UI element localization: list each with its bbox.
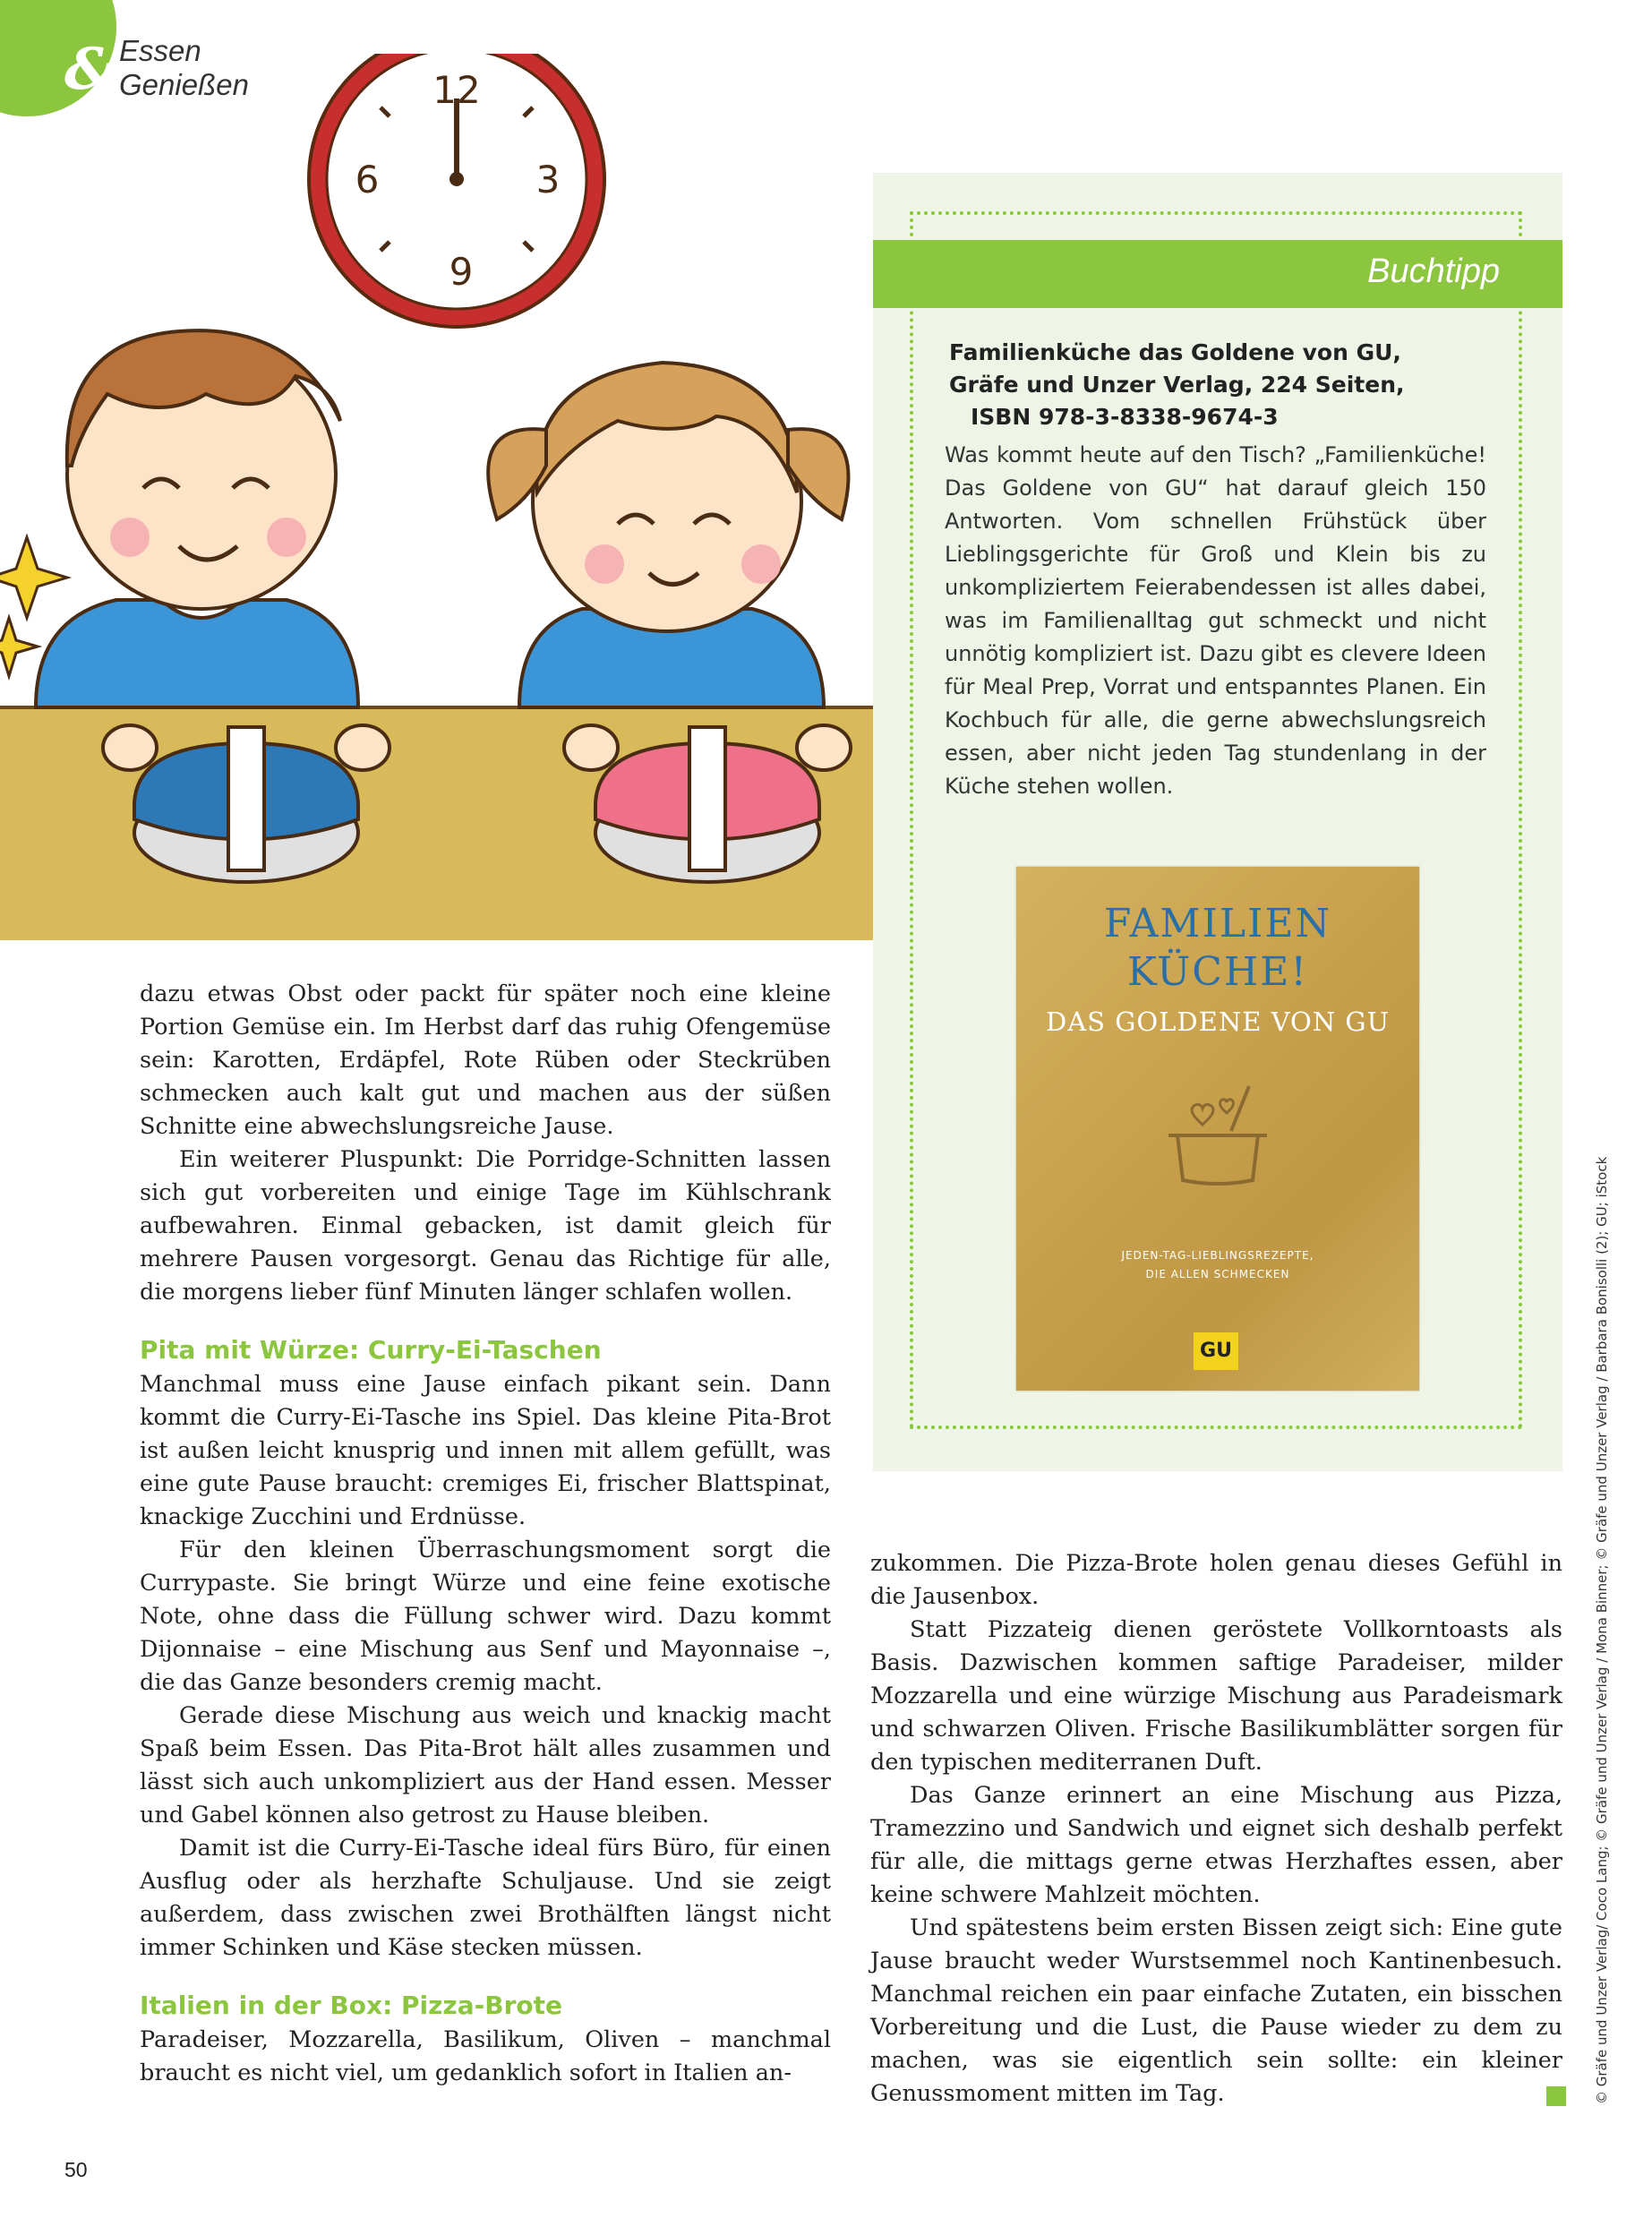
book-cover-image: [1016, 867, 1419, 1391]
publisher-logo: GU: [1194, 1332, 1238, 1370]
article-end-mark: [1546, 2086, 1566, 2106]
book-tip-title-line: Familienküche das Goldene von GU,: [949, 339, 1401, 365]
clock-number-3: 3: [535, 158, 561, 201]
cover-title-line-3: DAS GOLDENE VON GU: [1045, 1006, 1391, 1037]
cover-subtitle-line-1: JEDEN-TAG-LIEBLINGSREZEPTE,: [1121, 1249, 1314, 1262]
cover-subtitle-line-2: DIE ALLEN SCHMECKEN: [1145, 1268, 1290, 1280]
article-paragraph: Das Ganze erinnert an eine Mischung aus Pizza, Tramezzino und Sandwich und eignet sich deshalb perfekt für alle, die mittags gerne etwas Herzhaftes essen, aber keine schwere Mahlzeit möchten.: [870, 1782, 1562, 1908]
page-number: 50: [64, 2158, 88, 2181]
subheading-pizza-brote: Italien in der Box: Pizza-Brote: [140, 1991, 563, 2020]
wall-clock-icon: [309, 54, 604, 327]
article-paragraph: zukommen. Die Pizza-Brote holen genau dieses Gefühl in die Jausenbox.: [870, 1550, 1562, 1610]
cover-title-line-2: KÜCHE!: [1126, 949, 1309, 995]
article-paragraph: Und spätestens beim ersten Bissen zeigt sich: Eine gute Jause braucht weder Wurstsemmel noch Kantinenbesuch. Manchmal reichen ein paar einfache Zutaten, ein bisschen Vorbereitung und die Lust, die Pause wieder zu dem zu machen, was sie eigentlich sein sollte: ein kleiner Genussmoment mitten im Tag.: [870, 1914, 1562, 2107]
article-paragraph: Manchmal muss eine Jause einfach pikant sein. Dann kommt die Curry-Ei-Tasche ins Spiel. Das kleine Pita-Brot ist außen leicht knusprig und innen mit allem gefüllt, was eine gute Pause braucht: cremiges Ei, frischer Blattspinat, knackige Zucchini und Erdnüsse.: [140, 1371, 831, 1530]
book-tip-title: [949, 337, 1405, 433]
book-tip-heading: Buchtipp: [1367, 253, 1500, 290]
subheading-curry-ei-taschen: Pita mit Würze: Curry-Ei-Taschen: [140, 1335, 602, 1365]
children-lunch-illustration: [0, 54, 877, 940]
book-tip-title-line: Gräfe und Unzer Verlag, 224 Seiten,: [949, 372, 1405, 398]
article-column-right: [870, 1547, 1562, 2111]
article-paragraph: dazu etwas Obst oder packt für später noch eine kleine Portion Gemüse ein. Im Herbst darf das ruhig Ofengemüse sein: Karotten, Erdäpfel, Rote Rüben oder Steckrüben schmecken auch kalt gut und machen aus der süßen Schnitte eine abwechslungsreiche Jause.: [140, 981, 831, 1140]
book-tip-header: [873, 240, 1562, 308]
cooking-pot-icon: [1160, 1082, 1276, 1189]
article-column-left: [140, 978, 831, 2090]
clock-number-9: 9: [449, 250, 474, 294]
article-paragraph: Ein weiterer Pluspunkt: Die Porridge-Schnitten lassen sich gut vorbereiten und einige Tage im Kühlschrank aufbewahren. Einmal gebacken, ist damit gleich für mehrere Pausen vorgesorgt. Genau das Richtige für alle, die morgens lieber fünf Minuten länger schlafen wollen.: [140, 1146, 831, 1306]
article-paragraph: Für den kleinen Überraschungsmoment sorgt die Currypaste. Sie bringt Würze und eine feine exotische Note, ohne dass die Füllung schwer wird. Dazu kommt Dijonnaise – eine Mischung aus Senf und Mayonnaise –, die das Ganze besonders cremig macht.: [140, 1537, 831, 1696]
article-paragraph: Paradeiser, Mozzarella, Basilikum, Oliven – manchmal braucht es nicht viel, um gedanklich sofort in Italien an-: [140, 2026, 831, 2086]
book-tip-isbn: ISBN 978-3-8338-9674-3: [971, 404, 1279, 430]
section-label-geniessen: Genießen: [119, 68, 249, 101]
clock-number-6: 6: [355, 158, 380, 201]
brand-ampersand: &: [64, 36, 116, 103]
article-paragraph: Gerade diese Mischung aus weich und knackig macht Spaß beim Essen. Das Pita-Brot hält alles zusammen und lässt sich auch unkompliziert aus der Hand essen. Messer und Gabel können also getrost zu Hause bleiben.: [140, 1702, 831, 1828]
clock-number-12: 12: [432, 68, 481, 112]
section-label-essen: Essen: [119, 34, 201, 67]
cover-title-line-1: FAMILIEN: [1103, 901, 1332, 946]
photo-credit: © Gräfe und Unzer Verlag/ Coco Lang; © Gräfe und Unzer Verlag / Mona Binner; © Gräfe und Unzer Verlag / Barbara Bonisolli (2); GU; iStock: [1594, 1156, 1610, 2104]
book-tip-description: Was kommt heute auf den Tisch? „Familienküche! Das Goldene von GU“ hat darauf gleich 150 Antworten. Vom schnellen Frühstück über Lieblingsgerichte für Groß und Klein bis zu unkompliziertem Feierabendessen ist alles dabei, was im Familienalltag gut schmeckt und nicht unnötig kompliziert ist. Dazu gibt es clevere Ideen für Meal Prep, Vorrat und entspanntes Planen. Ein Kochbuch für alle, die gerne abwechslungsreich essen, aber nicht jeden Tag stundenlang in der Küche stehen wollen.: [945, 442, 1486, 799]
article-paragraph: Damit ist die Curry-Ei-Tasche ideal fürs Büro, für einen Ausflug oder als herzhafte Schuljause. Und sie zeigt außerdem, dass zwischen zwei Brothälften längst nicht immer Schinken und Käse stecken müssen.: [140, 1835, 831, 1961]
article-paragraph: Statt Pizzateig dienen geröstete Vollkorntoasts als Basis. Dazwischen kommen saftige Paradeiser, milder Mozzarella und eine würzige Mischung aus Paradeismark und schwarzen Oliven. Frische Basilikumblätter sorgen für den typischen mediterranen Duft.: [870, 1616, 1562, 1776]
